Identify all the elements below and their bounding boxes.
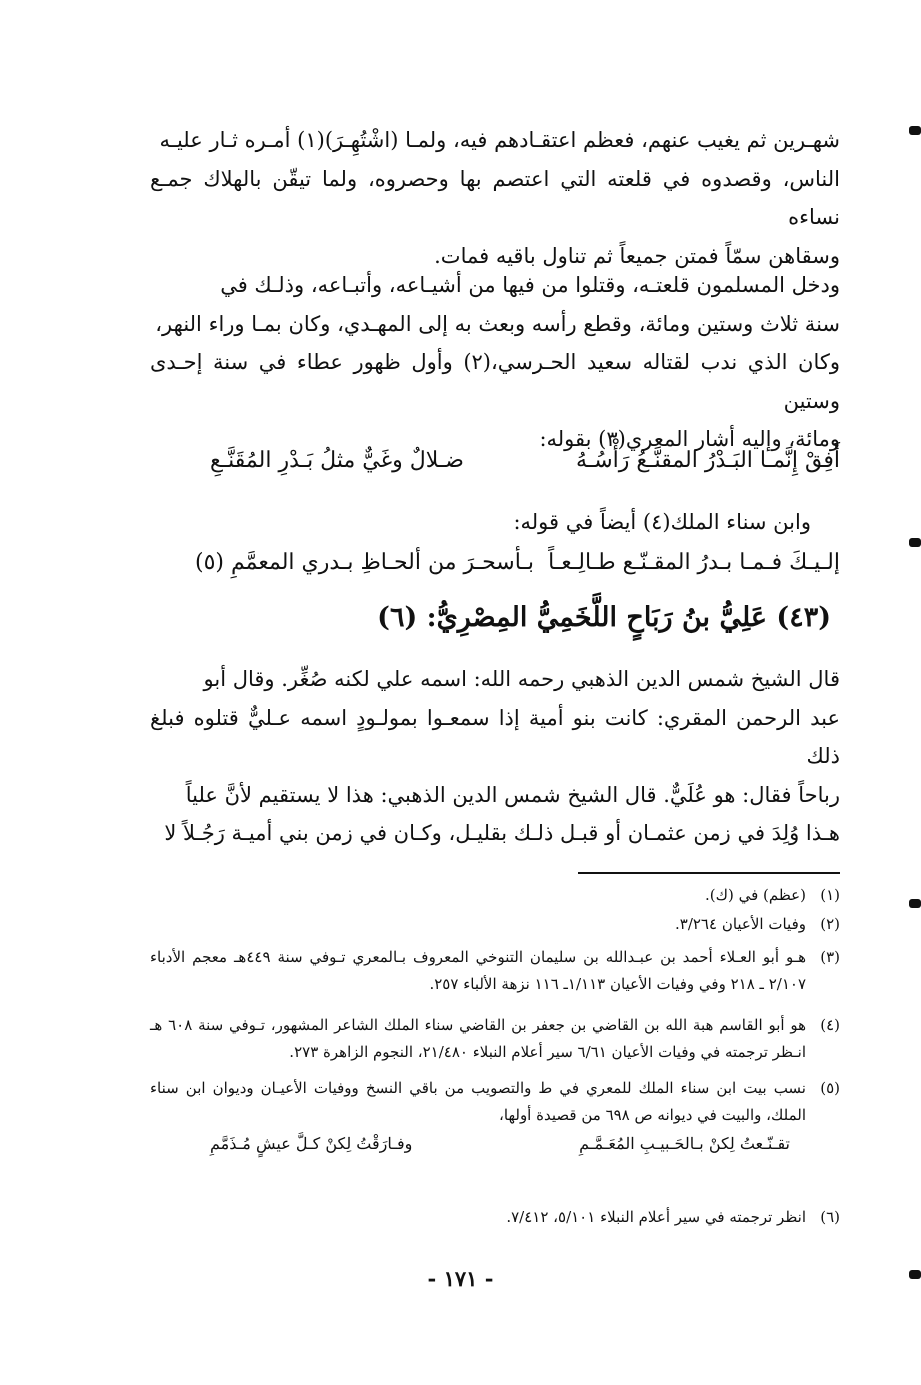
footnote-5	[150, 1075, 840, 1129]
scan-mark-2	[909, 538, 921, 547]
text-line: عبد الرحمن المقري: كانت بنو أمية إذا سمعـوا بمولـودٍ اسمه عـليٌّ قتلوه فبلغ ذلك	[150, 705, 840, 768]
text-line: ومائة، وإليه أشار المعري(٣) بقوله:	[539, 427, 840, 451]
footnote-verse	[210, 1134, 790, 1162]
footnote-separator	[578, 872, 840, 874]
text-line: شهـرين ثم يغيب عنهم، فعظم اعتقـادهم فيه، ولمـا (اشْتُهِـرَ)(١) أمـره ثـار عليـه	[159, 128, 840, 152]
text-line: ودخل المسلمون قلعتـه، وقتلوا من فيها من أشيـاعه، وأتبـاعه، وذلـك في	[220, 273, 840, 297]
footnote-2	[150, 911, 840, 938]
footnote-text: هـو أبو العـلاء أحمد بن عبـدالله بن سليمان التنوخي المعروف بـالمعري تـوفي سنة ٤٤٩هـ معجم الأدباء ٢/١٠٧ ـ ٢١٨ وفي وفيات الأعيان ١/١١٣ـ ١١٦ نزهة الألباء ٢٥٧.	[150, 948, 806, 993]
footnote-text: وفيات الأعيان ٣/٢٦٤.	[674, 915, 806, 933]
footnote-text: انظر ترجمته في سير أعلام النبلاء ٥/١٠١، ٧/٤١٢.	[506, 1208, 806, 1226]
footnote-number: (٢)	[820, 915, 840, 933]
paragraph-3	[150, 660, 840, 853]
footnote-number: (٤)	[820, 1016, 840, 1034]
verse-hemistich-second: ضـلالٌ وغَيٌّ مثلُ بَـدْرِ المُقَنَّـعِ	[210, 448, 464, 473]
text-line: قال الشيخ شمس الدين الذهبي رحمه الله: اسمه علي لكنه صُغِّر. وقال أبو	[203, 667, 840, 691]
verse-hemistich-first: تقـنّـعتُ لِكنْ بـالحَـبيـبِ المُعَـمَّـمِ	[579, 1134, 790, 1153]
paragraph-1	[150, 121, 840, 275]
paragraph-2	[150, 266, 840, 459]
verse-hemistich-first: أَفِقْ إِنَّمـا البَـدْرُ المقنَّـعُ رَأْسُـهُ	[576, 448, 840, 473]
poem-verse-1	[150, 448, 840, 484]
footnote-number: (١)	[820, 886, 840, 904]
text-line: وسقاهن سمّاً فمتن جميعاً ثم تناول باقيه فمات.	[434, 243, 840, 268]
footnote-text: هو أبو القاسم هبة الله بن القاضي بن جعفر بن القاضي سناء الملك الشاعر المشهور، تـوفي سنة ٦٠٨ هـ انـظر ترجمته في وفيات الأعيان ٦/٦١ سير أعلام النبلاء ٢١/٤٨٠، النجوم الزاهرة ٢٧٣.	[150, 1016, 806, 1061]
text-line: سنة ثلاث وستين ومائة، وقطع رأسه وبعث به إلى المهـدي، وكان بمـا وراء النهر،	[155, 311, 840, 336]
footnote-text: (عظم) في (ك).	[705, 886, 806, 904]
page-number: - ١٧١ -	[427, 1266, 494, 1291]
scan-mark-3	[909, 899, 921, 908]
footnote-4	[150, 1012, 840, 1066]
footnote-6	[150, 1204, 840, 1231]
verse-hemistich-first: إلـيـكَ فـمـا بـدرُ المقـنّـع طـالِـعـاً	[548, 550, 840, 575]
text-line: الناس، وقصدوه في قلعته التي اعتصم بها وحصروه، ولما تيقّن بالهلاك جمـع نساءه	[150, 166, 840, 229]
footnote-number: (٣)	[820, 948, 840, 966]
footnote-number: (٦)	[820, 1208, 840, 1226]
footnote-1	[150, 882, 840, 909]
poem-verse-2	[150, 550, 840, 586]
text-line: هـذا وُلِدَ في زمن عثمـان أو قبـل ذلـك بقليـل، وكـان في زمن بني أميـة رَجُـلاً لا	[164, 821, 840, 845]
text-line: وكان الذي ندب لقتاله سعيد الحـرسي،(٢) وأول ظهور عطاء في سنة إحـدى وستين	[150, 350, 840, 413]
footnote-number: (٥)	[820, 1079, 840, 1097]
footnote-3	[150, 944, 840, 998]
scan-mark-1	[909, 126, 921, 135]
text-line: وابن سناء الملك(٤) أيضاً في قوله:	[513, 510, 811, 534]
verse-hemistich-second: بـأسحـرَ من ألحـاظِ بـدري المعمَّمِ (٥)	[195, 550, 534, 575]
text-line: رباحاً فقال: هو عُلَيٌّ. قال الشيخ شمس الدين الذهبي: هذا لا يستقيم لأنَّ علياً	[185, 782, 840, 807]
footnote-text: نسب بيت ابن سناء الملك للمعري في ط والتصويب من باقي النسخ ووفيات الأعيـان وديوان ابن سناء الملك، والبيت في ديوانه ص ٦٩٨ من قصيدة أولها،	[150, 1079, 806, 1124]
verse-hemistich-second: وفـارَقْتُ لِكنْ كـلَّ عيشٍ مُـذَمَّمِ	[210, 1134, 413, 1153]
entry-heading: (٤٣) عَلِيُّ بنُ رَبَاحٍ اللَّخَمِيُّ المِصْرِيُّ: (٦)	[377, 602, 831, 633]
